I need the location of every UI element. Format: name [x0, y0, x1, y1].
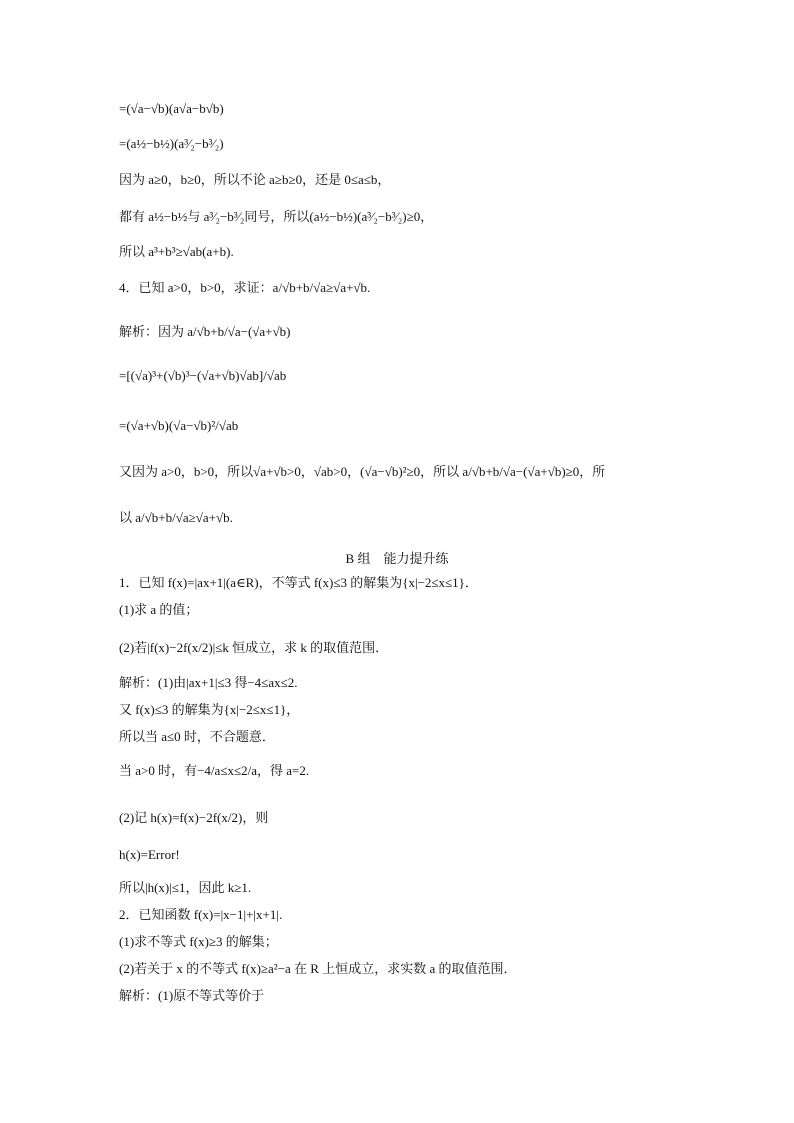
text-line: =(√a−√b)(a√a−b√b): [119, 101, 224, 116]
text-line: (1)求 a 的值；: [119, 602, 199, 617]
text-line: 都有 a½−b½与 a³⁄₂−b³⁄₂同号，所以(a½−b½)(a³⁄₂−b³⁄₂)≥0，: [119, 209, 434, 224]
section-title: B 组 能力提升练: [345, 551, 449, 566]
text-line: 又因为 a>0，b>0，所以√a+√b>0，√ab>0，(√a−√b)²≥0，所以 a/√b+b/√a−(√a+√b)≥0，所: [119, 464, 606, 479]
text-line: 1．已知 f(x)=|ax+1|(a∈R)，不等式 f(x)≤3 的解集为{x|−2≤x≤1}．: [119, 575, 478, 590]
text-line: h(x)=Error!: [119, 847, 180, 862]
text-line: 因为 a≥0，b≥0，所以不论 a≥b≥0，还是 0≤a≤b，: [119, 172, 391, 187]
text-line: 又 f(x)≤3 的解集为{x|−2≤x≤1}，: [119, 702, 300, 717]
text-line: =(√a+√b)(√a−√b)²/√ab: [119, 418, 239, 433]
text-line: 解析：因为 a/√b+b/√a−(√a+√b): [119, 324, 291, 339]
text-line: =[(√a)³+(√b)³−(√a+√b)√ab]/√ab: [119, 368, 287, 383]
text-line: 以 a/√b+b/√a≥√a+√b.: [119, 510, 233, 525]
text-line: (1)求不等式 f(x)≥3 的解集；: [119, 934, 278, 949]
text-line: (2)若|f(x)−2f(x/2)|≤k 恒成立，求 k 的取值范围．: [119, 640, 389, 655]
text-line: (2)记 h(x)=f(x)−2f(x/2)，则: [119, 810, 269, 825]
text-line: 所以当 a≤0 时，不合题意．: [119, 729, 275, 744]
text-line: =(a½−b½)(a³⁄₂−b³⁄₂): [119, 136, 224, 151]
text-line: (2)若关于 x 的不等式 f(x)≥a²−a 在 R 上恒成立，求实数 a 的取值范围．: [119, 961, 517, 976]
text-line: 所以 a³+b³≥√ab(a+b).: [119, 244, 234, 259]
text-line: 4．已知 a>0，b>0，求证：a/√b+b/√a≥√a+√b.: [119, 280, 371, 295]
text-line: 当 a>0 时，有−4/a≤x≤2/a，得 a=2.: [119, 763, 310, 778]
text-line: 所以|h(x)|≤1，因此 k≥1.: [119, 880, 252, 895]
text-line: 解析：(1)由|ax+1|≤3 得−4≤ax≤2.: [119, 675, 298, 690]
text-line: 2．已知函数 f(x)=|x−1|+|x+1|.: [119, 907, 283, 922]
text-line: 解析：(1)原不等式等价于: [119, 988, 265, 1003]
